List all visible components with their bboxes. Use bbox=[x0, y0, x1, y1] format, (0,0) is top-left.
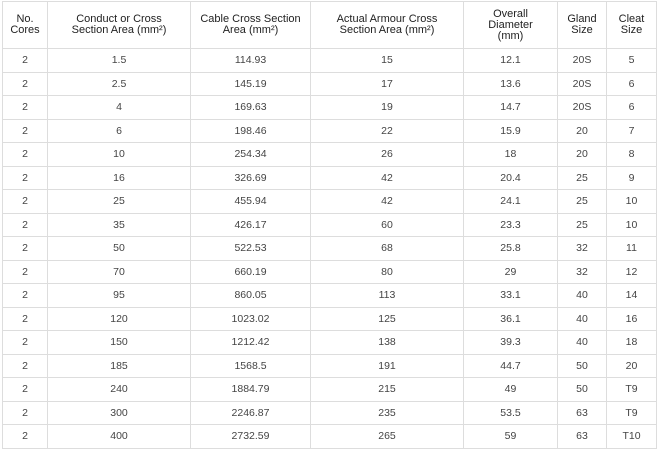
cell-cores: 2 bbox=[3, 307, 48, 331]
cell-diameter: 25.8 bbox=[464, 237, 558, 261]
table-row bbox=[3, 401, 657, 425]
cell-cores: 2 bbox=[3, 331, 48, 355]
cell-conductor-area: 400 bbox=[48, 425, 191, 449]
cell-cleat-size: 7 bbox=[607, 119, 657, 143]
cell-cores: 2 bbox=[3, 425, 48, 449]
cell-conductor-area: 185 bbox=[48, 354, 191, 378]
cell-cleat-size: 9 bbox=[607, 166, 657, 190]
cell-conductor-area: 70 bbox=[48, 260, 191, 284]
cable-spec-table-container bbox=[2, 1, 656, 449]
cell-cores: 2 bbox=[3, 190, 48, 214]
cell-armour-area: 138 bbox=[311, 331, 464, 355]
table-row bbox=[3, 260, 657, 284]
cell-armour-area: 191 bbox=[311, 354, 464, 378]
header-cable-cross-section: Cable Cross Section Area (mm²) bbox=[191, 2, 311, 49]
cell-diameter: 15.9 bbox=[464, 119, 558, 143]
table-row bbox=[3, 331, 657, 355]
cell-conductor-area: 16 bbox=[48, 166, 191, 190]
cell-conductor-area: 95 bbox=[48, 284, 191, 308]
cell-cleat-size: 20 bbox=[607, 354, 657, 378]
table-row bbox=[3, 237, 657, 261]
cell-gland-size: 63 bbox=[558, 425, 607, 449]
cell-armour-area: 22 bbox=[311, 119, 464, 143]
cell-cleat-size: 10 bbox=[607, 213, 657, 237]
table-row bbox=[3, 49, 657, 73]
table-row bbox=[3, 378, 657, 402]
cell-cores: 2 bbox=[3, 72, 48, 96]
cell-gland-size: 25 bbox=[558, 190, 607, 214]
cell-cores: 2 bbox=[3, 49, 48, 73]
cell-cleat-size: 12 bbox=[607, 260, 657, 284]
cell-cable-area: 169.63 bbox=[191, 96, 311, 120]
cell-cable-area: 145.19 bbox=[191, 72, 311, 96]
table-row bbox=[3, 307, 657, 331]
table-row bbox=[3, 190, 657, 214]
cell-gland-size: 25 bbox=[558, 213, 607, 237]
header-no-cores: No. Cores bbox=[3, 2, 48, 49]
cell-cable-area: 860.05 bbox=[191, 284, 311, 308]
cell-gland-size: 20S bbox=[558, 49, 607, 73]
header-armour-cross-section: Actual Armour Cross Section Area (mm²) bbox=[311, 2, 464, 49]
cell-gland-size: 40 bbox=[558, 331, 607, 355]
cell-diameter: 36.1 bbox=[464, 307, 558, 331]
cell-armour-area: 80 bbox=[311, 260, 464, 284]
cell-cores: 2 bbox=[3, 166, 48, 190]
cell-gland-size: 40 bbox=[558, 307, 607, 331]
cell-cleat-size: T9 bbox=[607, 378, 657, 402]
cell-armour-area: 215 bbox=[311, 378, 464, 402]
table-row bbox=[3, 354, 657, 378]
cell-gland-size: 32 bbox=[558, 260, 607, 284]
cell-diameter: 59 bbox=[464, 425, 558, 449]
cell-conductor-area: 150 bbox=[48, 331, 191, 355]
cell-conductor-area: 240 bbox=[48, 378, 191, 402]
cell-cable-area: 254.34 bbox=[191, 143, 311, 167]
cell-cores: 2 bbox=[3, 354, 48, 378]
cell-diameter: 33.1 bbox=[464, 284, 558, 308]
cell-cleat-size: 14 bbox=[607, 284, 657, 308]
cell-cores: 2 bbox=[3, 143, 48, 167]
cell-conductor-area: 10 bbox=[48, 143, 191, 167]
cell-armour-area: 42 bbox=[311, 166, 464, 190]
table-row bbox=[3, 96, 657, 120]
cell-armour-area: 17 bbox=[311, 72, 464, 96]
cell-gland-size: 20 bbox=[558, 143, 607, 167]
cell-cores: 2 bbox=[3, 401, 48, 425]
cell-gland-size: 50 bbox=[558, 378, 607, 402]
cell-gland-size: 20 bbox=[558, 119, 607, 143]
cell-cable-area: 1212.42 bbox=[191, 331, 311, 355]
table-body bbox=[3, 49, 657, 449]
cell-armour-area: 235 bbox=[311, 401, 464, 425]
cell-armour-area: 42 bbox=[311, 190, 464, 214]
cell-cable-area: 326.69 bbox=[191, 166, 311, 190]
cell-cleat-size: T9 bbox=[607, 401, 657, 425]
table-row bbox=[3, 143, 657, 167]
cell-cable-area: 198.46 bbox=[191, 119, 311, 143]
cell-cleat-size: 11 bbox=[607, 237, 657, 261]
cell-gland-size: 20S bbox=[558, 96, 607, 120]
table-row bbox=[3, 284, 657, 308]
cell-diameter: 18 bbox=[464, 143, 558, 167]
cell-diameter: 23.3 bbox=[464, 213, 558, 237]
cell-cable-area: 1884.79 bbox=[191, 378, 311, 402]
cell-diameter: 53.5 bbox=[464, 401, 558, 425]
cell-gland-size: 63 bbox=[558, 401, 607, 425]
cell-diameter: 13.6 bbox=[464, 72, 558, 96]
table-header-row bbox=[3, 2, 657, 49]
cell-cores: 2 bbox=[3, 237, 48, 261]
cell-armour-area: 26 bbox=[311, 143, 464, 167]
cell-cable-area: 455.94 bbox=[191, 190, 311, 214]
cell-cores: 2 bbox=[3, 96, 48, 120]
cell-gland-size: 32 bbox=[558, 237, 607, 261]
cell-cleat-size: 10 bbox=[607, 190, 657, 214]
cell-gland-size: 25 bbox=[558, 166, 607, 190]
header-conductor-cross-section: Conduct or Cross Section Area (mm²) bbox=[48, 2, 191, 49]
cell-diameter: 24.1 bbox=[464, 190, 558, 214]
cell-conductor-area: 50 bbox=[48, 237, 191, 261]
table-row bbox=[3, 119, 657, 143]
cell-cores: 2 bbox=[3, 119, 48, 143]
cell-cleat-size: 5 bbox=[607, 49, 657, 73]
cell-gland-size: 50 bbox=[558, 354, 607, 378]
cell-cores: 2 bbox=[3, 378, 48, 402]
header-overall-diameter: Overall Diameter (mm) bbox=[464, 2, 558, 49]
cell-armour-area: 113 bbox=[311, 284, 464, 308]
cell-armour-area: 19 bbox=[311, 96, 464, 120]
cell-diameter: 14.7 bbox=[464, 96, 558, 120]
cell-armour-area: 265 bbox=[311, 425, 464, 449]
cell-conductor-area: 300 bbox=[48, 401, 191, 425]
cell-cleat-size: 6 bbox=[607, 72, 657, 96]
cell-conductor-area: 2.5 bbox=[48, 72, 191, 96]
cell-cleat-size: 6 bbox=[607, 96, 657, 120]
cell-conductor-area: 1.5 bbox=[48, 49, 191, 73]
cell-diameter: 39.3 bbox=[464, 331, 558, 355]
cell-gland-size: 20S bbox=[558, 72, 607, 96]
table-row bbox=[3, 425, 657, 449]
cable-spec-table bbox=[2, 1, 657, 449]
cell-cable-area: 1568.5 bbox=[191, 354, 311, 378]
cell-armour-area: 125 bbox=[311, 307, 464, 331]
cell-diameter: 12.1 bbox=[464, 49, 558, 73]
cell-cable-area: 426.17 bbox=[191, 213, 311, 237]
cell-armour-area: 68 bbox=[311, 237, 464, 261]
cell-cable-area: 114.93 bbox=[191, 49, 311, 73]
header-cleat-size: Cleat Size bbox=[607, 2, 657, 49]
cell-cable-area: 2246.87 bbox=[191, 401, 311, 425]
table-row bbox=[3, 213, 657, 237]
table-row bbox=[3, 72, 657, 96]
cell-conductor-area: 6 bbox=[48, 119, 191, 143]
cell-conductor-area: 4 bbox=[48, 96, 191, 120]
cell-gland-size: 40 bbox=[558, 284, 607, 308]
cell-diameter: 29 bbox=[464, 260, 558, 284]
cell-cores: 2 bbox=[3, 284, 48, 308]
cell-cleat-size: 18 bbox=[607, 331, 657, 355]
cell-cores: 2 bbox=[3, 213, 48, 237]
cell-cores: 2 bbox=[3, 260, 48, 284]
cell-conductor-area: 25 bbox=[48, 190, 191, 214]
cell-armour-area: 60 bbox=[311, 213, 464, 237]
cell-diameter: 49 bbox=[464, 378, 558, 402]
cell-cable-area: 2732.59 bbox=[191, 425, 311, 449]
cell-cable-area: 1023.02 bbox=[191, 307, 311, 331]
cell-diameter: 44.7 bbox=[464, 354, 558, 378]
cell-cleat-size: 16 bbox=[607, 307, 657, 331]
cell-cleat-size: 8 bbox=[607, 143, 657, 167]
cell-conductor-area: 120 bbox=[48, 307, 191, 331]
cell-diameter: 20.4 bbox=[464, 166, 558, 190]
cell-cleat-size: T10 bbox=[607, 425, 657, 449]
cell-conductor-area: 35 bbox=[48, 213, 191, 237]
header-gland-size: Gland Size bbox=[558, 2, 607, 49]
cell-cable-area: 522.53 bbox=[191, 237, 311, 261]
table-row bbox=[3, 166, 657, 190]
cell-armour-area: 15 bbox=[311, 49, 464, 73]
cell-cable-area: 660.19 bbox=[191, 260, 311, 284]
